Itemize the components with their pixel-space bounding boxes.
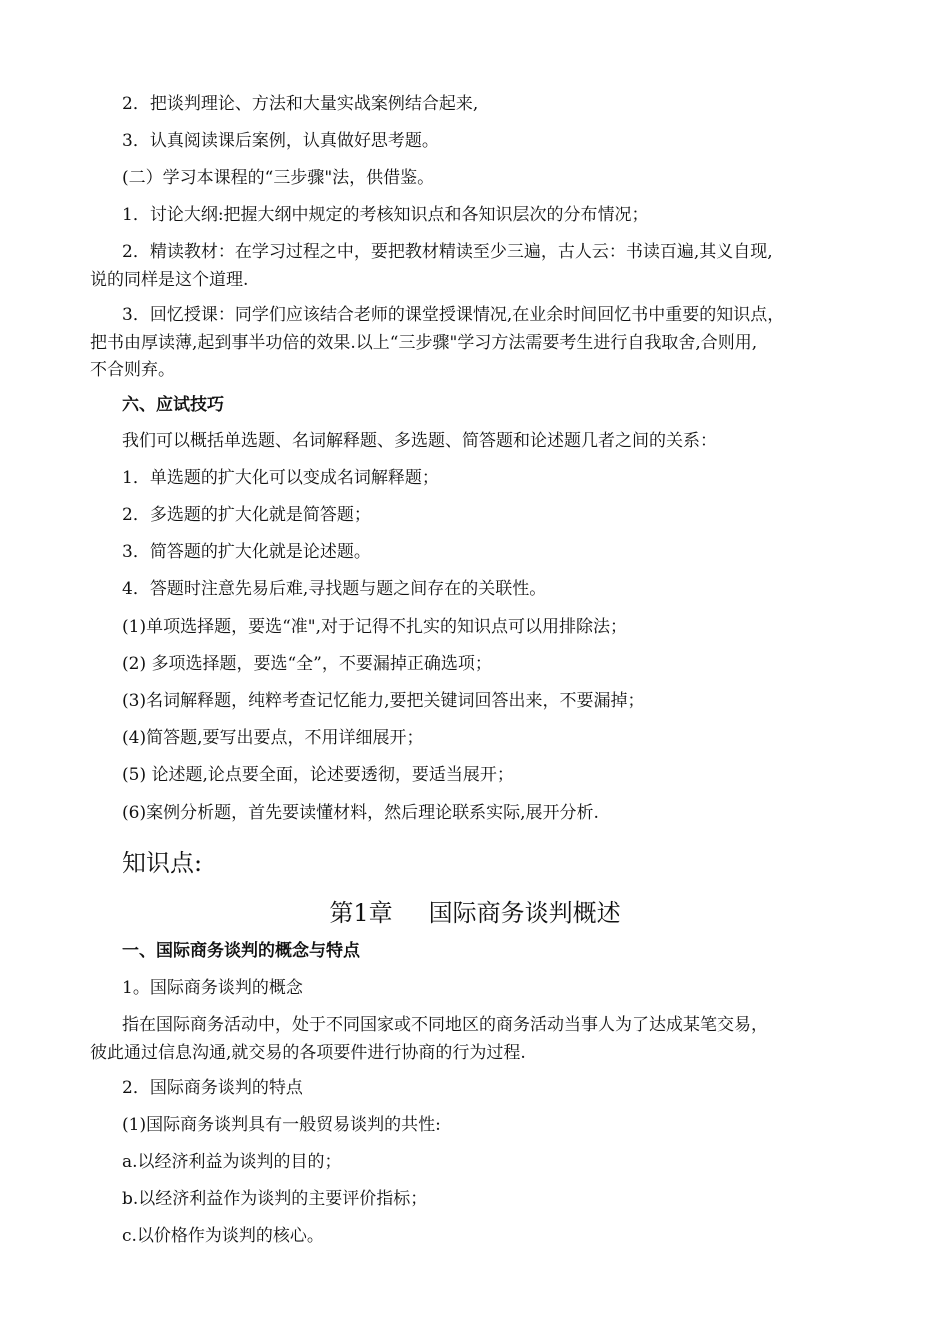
section-heading: 一、国际商务谈判的概念与特点	[122, 941, 360, 961]
text-line: c.以价格作为谈判的核心。	[122, 1226, 324, 1246]
text-line: (2) 多项选择题，要选“全”，不要漏掉正确选项；	[122, 654, 492, 674]
text-line: 2．把谈判理论、方法和大量实战案例结合起来,	[122, 94, 479, 114]
text-line: 我们可以概括单选题、名词解释题、多选题、简答题和论述题几者之间的关系：	[122, 431, 717, 451]
text-line: 4．答题时注意先易后难,寻找题与题之间存在的关联性。	[122, 579, 547, 599]
text-line: (1)国际商务谈判具有一般贸易谈判的共性:	[122, 1115, 441, 1135]
section-heading: 六、应试技巧	[122, 395, 224, 415]
text-line: b.以经济利益作为谈判的主要评价指标；	[122, 1189, 428, 1209]
text-line: 1．单选题的扩大化可以变成名词解释题；	[122, 468, 439, 488]
text-line: (6)案例分析题，首先要读懂材料，然后理论联系实际,展开分析.	[122, 803, 599, 823]
text-line: 彼此通过信息沟通,就交易的各项要件进行协商的行为过程.	[90, 1043, 526, 1063]
text-line: 3．简答题的扩大化就是论述题。	[122, 542, 371, 562]
text-line: 1。国际商务谈判的概念	[122, 978, 303, 998]
text-line: 3．回忆授课：同学们应该结合老师的课堂授课情况,在业余时间回忆书中重要的知识点，	[122, 305, 785, 325]
text-line: a.以经济利益为谈判的目的；	[122, 1152, 342, 1172]
text-line: 不合则弃。	[90, 360, 175, 380]
text-line: 3．认真阅读课后案例，认真做好思考题。	[122, 131, 439, 151]
text-line: 1．讨论大纲:把握大纲中规定的考核知识点和各知识层次的分布情况；	[122, 205, 649, 225]
text-line: 2．国际商务谈判的特点	[122, 1078, 303, 1098]
chapter-title: 国际商务谈判概述	[428, 899, 621, 927]
text-line: 把书由厚读薄,起到事半功倍的效果.以上“三步骤"学习方法需要考生进行自我取舍,合则用,	[90, 333, 758, 353]
text-line: (二）学习本课程的“三步骤"法，供借鉴。	[122, 168, 435, 188]
text-line: (5) 论述题,论点要全面，论述要透彻，要适当展开；	[122, 765, 514, 785]
text-line: (1)单项选择题，要选“准",对于记得不扎实的知识点可以用排除法；	[122, 617, 627, 637]
text-line: 说的同样是这个道理.	[90, 270, 249, 290]
text-line: 指在国际商务活动中，处于不同国家或不同地区的商务活动当事人为了达成某笔交易，	[122, 1015, 768, 1035]
text-line: (3)名词解释题，纯粹考查记忆能力,要把关键词回答出来，不要漏掉；	[122, 691, 645, 711]
text-line: 2．精读教材：在学习过程之中，要把教材精读至少三遍，古人云：书读百遍,其义自现,	[122, 242, 773, 262]
knowledge-points-heading: 知识点:	[122, 849, 203, 877]
text-line: (4)简答题,要写出要点，不用详细展开；	[122, 728, 424, 748]
chapter-number: 第1章	[329, 899, 393, 927]
text-line: 2．多选题的扩大化就是简答题；	[122, 505, 371, 525]
chapter-heading	[0, 897, 950, 929]
